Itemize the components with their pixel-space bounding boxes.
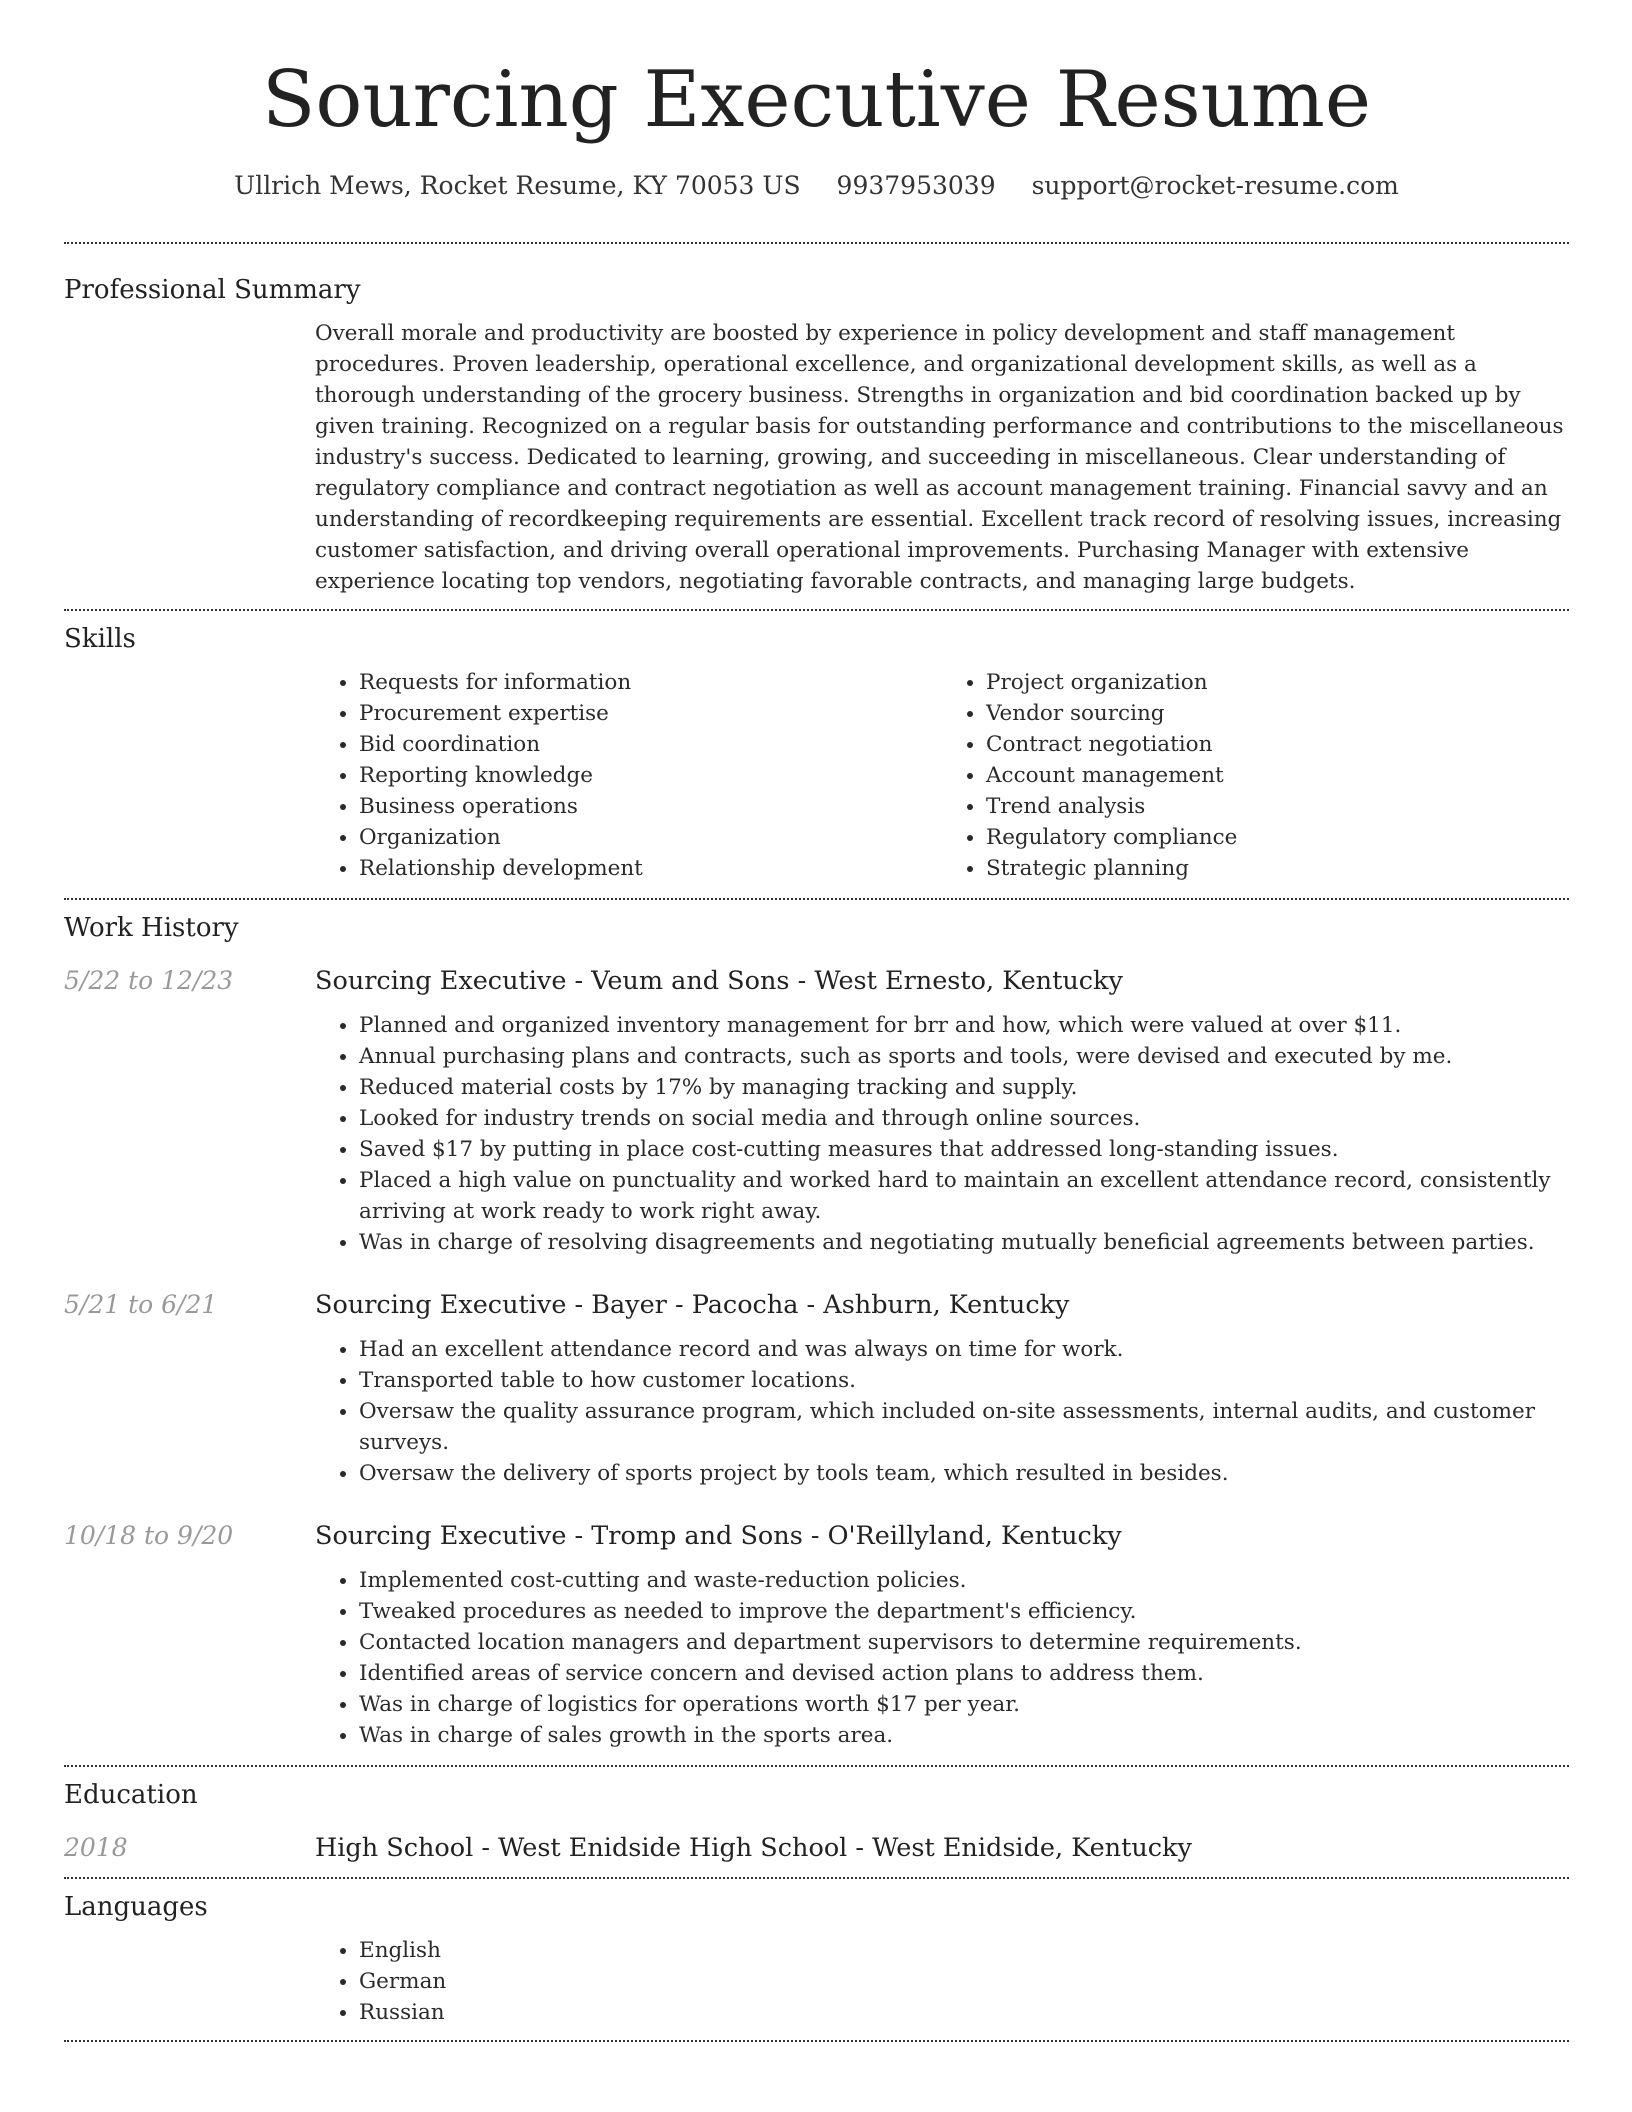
job-bullet: • Reduced material costs by 17% by managing tracking and supply. — [359, 1072, 1569, 1103]
contact-line — [64, 170, 1569, 202]
skill-item: • Relationship development — [359, 853, 942, 884]
job-bullet: • Looked for industry trends on social media and through online sources. — [359, 1103, 1569, 1134]
resume-page — [64, 0, 1569, 2042]
job-bullet: • Identified areas of service concern and devised action plans to address them. — [359, 1658, 1569, 1689]
section-heading-work: Work History — [64, 913, 239, 943]
languages-section — [64, 1879, 1569, 2040]
skill-item: • Requests for information — [359, 667, 942, 698]
language-item: • German — [359, 1966, 1569, 1997]
divider — [64, 2040, 1569, 2042]
skill-item: • Project organization — [986, 667, 1569, 698]
job-bullet: • Planned and organized inventory management for brr and how, which were valued at over $11. — [359, 1010, 1569, 1041]
section-heading-summary: Professional Summary — [64, 275, 361, 305]
skills-columns — [315, 655, 1569, 898]
languages-list — [315, 1935, 1569, 2028]
skill-item: • Regulatory compliance — [986, 822, 1569, 853]
section-heading-skills: Skills — [64, 624, 136, 654]
skill-item: • Reporting knowledge — [359, 760, 942, 791]
job-entry — [64, 1519, 1569, 1751]
skills-section — [64, 611, 1569, 898]
education-year: 2018 — [64, 1833, 128, 1862]
skill-item: • Business operations — [359, 791, 942, 822]
education-details — [315, 1831, 1569, 1865]
job-entry — [64, 964, 1569, 1258]
language-item: • Russian — [359, 1997, 1569, 2028]
language-item: • English — [359, 1935, 1569, 1966]
contact-phone: 9937953039 — [836, 171, 996, 200]
resume-title: Sourcing Executive Resume — [261, 55, 1372, 145]
job-bullet: • Contacted location managers and department supervisors to determine requirements. — [359, 1627, 1569, 1658]
skill-item: • Bid coordination — [359, 729, 942, 760]
skill-item: • Contract negotiation — [986, 729, 1569, 760]
languages-list-wrap — [315, 1923, 1569, 2040]
skill-item: • Organization — [359, 822, 942, 853]
job-bullet: • Had an excellent attendance record and was always on time for work. — [359, 1334, 1569, 1365]
job-bullet: • Oversaw the quality assurance program, which included on-site assessments, internal audits, and customer surveys. — [359, 1396, 1569, 1458]
job-bullet: • Transported table to how customer locations. — [359, 1365, 1569, 1396]
education-entry — [64, 1831, 1569, 1877]
skill-item: • Account management — [986, 760, 1569, 791]
job-bullets — [315, 1565, 1569, 1751]
section-heading-education: Education — [64, 1780, 198, 1810]
job-details — [315, 1519, 1569, 1751]
job-details — [315, 1288, 1569, 1489]
job-bullet: • Implemented cost-cutting and waste-reduction policies. — [359, 1565, 1569, 1596]
job-title: Sourcing Executive - Veum and Sons - West Ernesto, Kentucky — [315, 966, 1123, 996]
work-history-section — [64, 900, 1569, 1765]
job-title: Sourcing Executive - Tromp and Sons - O'Reillyland, Kentucky — [315, 1521, 1122, 1551]
job-bullet: • Annual purchasing plans and contracts, such as sports and tools, were devised and executed by me. — [359, 1041, 1569, 1072]
job-bullet: • Saved $17 by putting in place cost-cutting measures that addressed long-standing issues. — [359, 1134, 1569, 1165]
job-title: Sourcing Executive - Bayer - Pacocha - Ashburn, Kentucky — [315, 1290, 1070, 1320]
section-heading-languages: Languages — [64, 1892, 208, 1922]
job-bullet: • Oversaw the delivery of sports project by tools team, which resulted in besides. — [359, 1458, 1569, 1489]
job-bullets — [315, 1010, 1569, 1258]
skill-item: • Trend analysis — [986, 791, 1569, 822]
job-details — [315, 964, 1569, 1258]
education-section — [64, 1767, 1569, 1877]
skill-item: • Strategic planning — [986, 853, 1569, 884]
skills-list-left — [315, 667, 942, 884]
summary-section — [64, 244, 1569, 609]
summary-text: Overall morale and productivity are boosted by experience in policy development and staff management procedures. Proven leadership, operational excellence, and organizational development skills, as well as a thorough understanding of the grocery business. Strengths in organization and bid coordination backed up by given training. Recognized on a regular basis for outstanding performance and contributions to the miscellaneous industry's success. Dedicated to learning, growing, and succeeding in miscellaneous. Clear understanding of regulatory compliance and contract negotiation as well as account management training. Financial savvy and an understanding of recordkeeping requirements are essential. Excellent track record of resolving issues, increasing customer satisfaction, and driving overall operational improvements. Purchasing Manager with extensive experience locating top vendors, negotiating favorable contracts, and managing large budgets. — [315, 321, 1564, 594]
skill-item: • Vendor sourcing — [986, 698, 1569, 729]
job-dates: 5/21 to 6/21 — [64, 1290, 218, 1319]
job-bullets — [315, 1334, 1569, 1489]
skill-item: • Procurement expertise — [359, 698, 942, 729]
job-bullet: • Placed a high value on punctuality and worked hard to maintain an excellent attendance record, consistently arriving at work ready to work right away. — [359, 1165, 1569, 1227]
job-bullet: • Was in charge of resolving disagreements and negotiating mutually beneficial agreements between parties. — [359, 1227, 1569, 1258]
job-bullet: • Was in charge of sales growth in the sports area. — [359, 1720, 1569, 1751]
job-dates: 10/18 to 9/20 — [64, 1521, 234, 1550]
job-entry — [64, 1288, 1569, 1489]
skills-list-right — [942, 667, 1569, 884]
education-title: High School - West Enidside High School - West Enidside, Kentucky — [315, 1833, 1192, 1863]
contact-email: support@rocket-resume.com — [1031, 171, 1399, 200]
job-dates: 5/22 to 12/23 — [64, 966, 234, 995]
job-bullet: • Was in charge of logistics for operations worth $17 per year. — [359, 1689, 1569, 1720]
job-bullet: • Tweaked procedures as needed to improve the department's efficiency. — [359, 1596, 1569, 1627]
contact-address: Ullrich Mews, Rocket Resume, KY 70053 US — [234, 171, 801, 200]
